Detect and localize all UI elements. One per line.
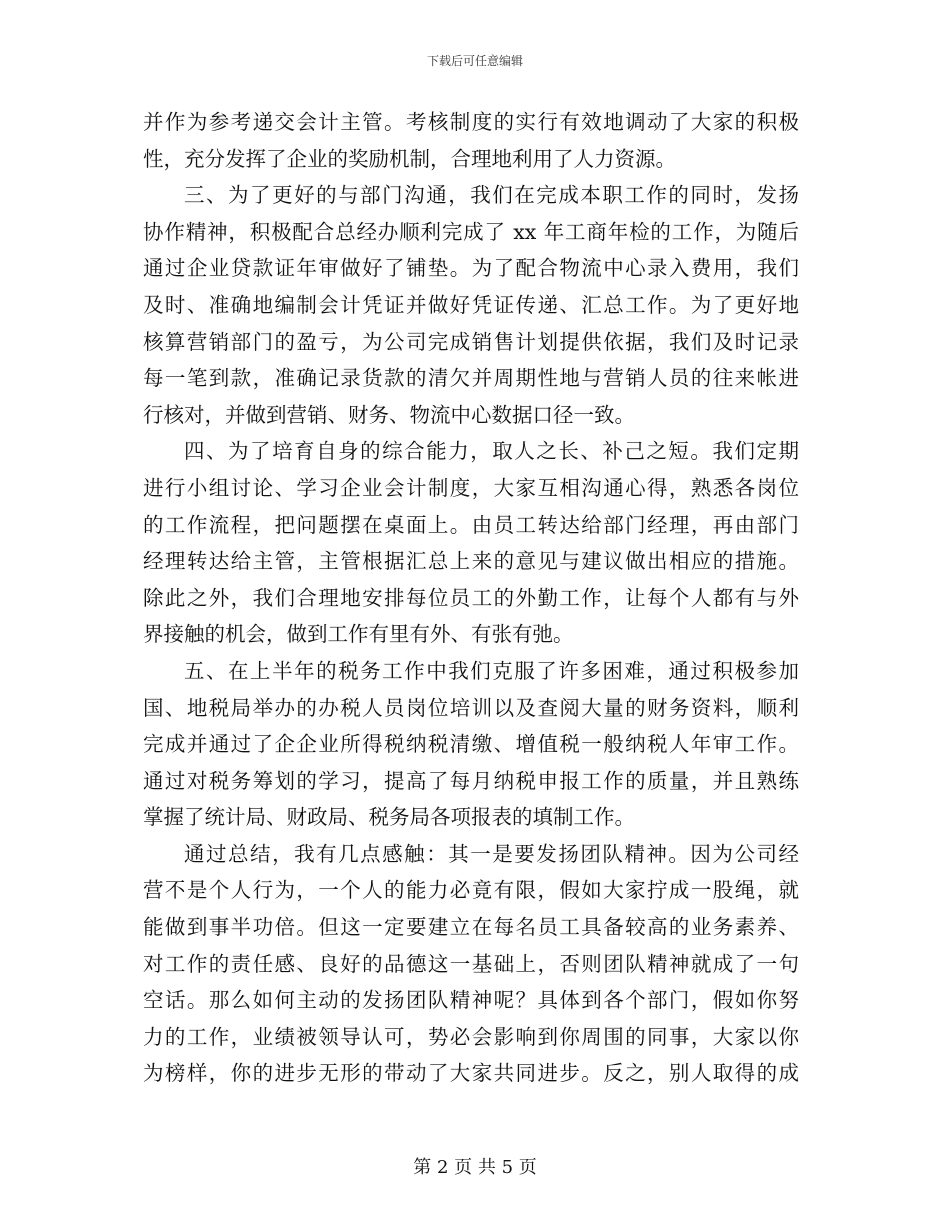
text-line: 经理转达给主管，主管根据汇总上来的意见与建议做出相应的措施。 <box>143 549 799 574</box>
text-line: 国、地税局举办的办税人员岗位培训以及查阅大量的财务资料，顺利 <box>143 695 799 720</box>
text-line: 为榜样，你的进步无形的带动了大家共同进步。反之，别人取得的成 <box>143 1061 799 1086</box>
text-line: 四、为了培育自身的综合能力，取人之长、补己之短。我们定期 <box>184 439 799 464</box>
text-line: 的工作流程，把问题摆在桌面上。由员工转达给部门经理，再由部门 <box>143 512 799 537</box>
text-line: 界接触的机会，做到工作有里有外、有张有弛。 <box>143 622 574 647</box>
text-line: 三、为了更好的与部门沟通，我们在完成本职工作的同时，发扬 <box>184 183 799 208</box>
text-line: 及时、准确地编制会计凭证并做好凭证传递、汇总工作。为了更好地 <box>143 292 799 317</box>
text-line: 空话。那么如何主动的发扬团队精神呢？具体到各个部门，假如你努 <box>143 988 799 1013</box>
text-line: 每一笔到款，准确记录货款的清欠并周期性地与营销人员的往来帐进 <box>143 366 799 391</box>
page-number-footer: 第 2 页 共 5 页 <box>413 1157 537 1178</box>
text-line: 除此之外，我们合理地安排每位员工的外勤工作，让每个人都有与外 <box>143 585 799 610</box>
text-line: 能做到事半功倍。但这一定要建立在每名员工具备较高的业务素养、 <box>143 915 799 940</box>
text-line: 并作为参考递交会计主管。考核制度的实行有效地调动了大家的积极 <box>143 110 799 134</box>
text-line: 核算营销部门的盈亏，为公司完成销售计划提供依据，我们及时记录 <box>143 329 799 354</box>
text-line: 进行小组讨论、学习企业会计制度，大家互相沟通心得，熟悉各岗位 <box>143 475 799 500</box>
text-line: 五、在上半年的税务工作中我们克服了许多困难，通过积极参加 <box>184 658 799 683</box>
text-line: 力的工作，业绩被领导认可，势必会影响到你周围的同事，大家以你 <box>143 1024 799 1049</box>
page-header: 下载后可任意编辑 <box>426 54 523 68</box>
text-line: 性，充分发挥了企业的奖励机制，合理地利用了人力资源。 <box>143 146 676 171</box>
text-line: 营不是个人行为，一个人的能力必竟有限，假如大家拧成一股绳，就 <box>143 878 799 903</box>
document-body <box>143 104 799 1092</box>
text-line: 完成并通过了企企业所得税纳税清缴、增值税一般纳税人年审工作。 <box>143 732 799 757</box>
text-line: 通过总结，我有几点感触：其一是要发扬团队精神。因为公司经 <box>184 841 799 866</box>
text-line: 对工作的责任感、良好的品德这一基础上，否则团队精神就成了一句 <box>143 951 799 976</box>
text-line: 协作精神，积极配合总经办顺利完成了 xx 年工商年检的工作，为随后 <box>143 219 799 244</box>
text-line: 行核对，并做到营销、财务、物流中心数据口径一致。 <box>143 402 635 427</box>
text-line: 通过对税务筹划的学习，提高了每月纳税申报工作的质量，并且熟练 <box>143 768 799 793</box>
text-line: 通过企业贷款证年审做好了铺垫。为了配合物流中心录入费用，我们 <box>143 256 799 281</box>
text-line: 掌握了统计局、财政局、税务局各项报表的填制工作。 <box>143 805 635 830</box>
